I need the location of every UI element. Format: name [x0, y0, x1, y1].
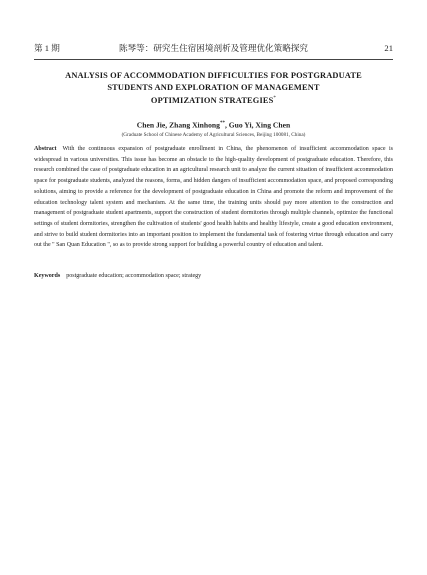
- abstract-block: [34, 144, 393, 251]
- keywords-label: Keywords: [34, 273, 61, 279]
- title-line-1: ANALYSIS OF ACCOMMODATION DIFFICULTIES FOR POSTGRADUATE: [65, 71, 362, 80]
- author-names-rest: , Guo Yi, Xing Chen: [224, 120, 291, 130]
- author-list: [34, 119, 393, 131]
- running-header: [34, 40, 393, 56]
- keywords-block: [34, 271, 393, 281]
- header-rule: [34, 59, 393, 60]
- abstract-label: Abstract: [34, 146, 57, 152]
- issue-number: 第 1 期: [34, 43, 60, 53]
- title-line-3-text: OPTIMIZATION STRATEGIES: [150, 95, 274, 105]
- keywords-text: postgraduate education; accommodation space; strategy: [66, 273, 202, 279]
- corresponding-author-mark: **: [219, 121, 225, 126]
- paper-title: [46, 70, 381, 106]
- running-title: 陈琴等：研究生住宿困境剖析及管理优化策略探究: [118, 43, 309, 53]
- title-footnote-mark: *: [273, 96, 277, 101]
- page-number: 21: [384, 43, 393, 53]
- title-line-2: STUDENTS AND EXPLORATION OF MANAGEMENT: [107, 82, 320, 92]
- abstract-text: With the continuous expansion of postgraduate enrollment in China, the phenomenon of insufficient accommodation space is widespread in various universities. This issue has become an obstacle to the high-quality development of postgraduate education. Therefore, this research combined the case of postgraduate education in an agricultural research unit to analyze the current situation of insufficient accommodation space for postgraduate students, analyzed the reasons, forms, and hidden dangers of insufficient accommodation space, and proposed corresponding solutions, aiming to provide a reference for the development of postgraduate education in China and promote the reform and improvement of the education technology talent system and mechanism. At the same time, the training units should pay more attention to the construction and management of postgraduate student apartments, support the construction of student dormitories through multiple channels, optimize the functional settings of student dormitories, strengthen the cultivation of students' good health habits and healthy lifestyle, create a good education environment, and strive to build student dormitories into an important position to implement the fundamental task of fostering virtue through education and carry out the " San Quan Education ", so as to provide strong support for building a powerful country of education and talent.: [34, 146, 393, 249]
- author-names: Chen Jie, Zhang Xinhong: [136, 120, 220, 130]
- affiliation: (Graduate School of Chinese Academy of Agricultural Sciences, Beijing 100081, China): [121, 132, 306, 138]
- title-line-3: [46, 93, 381, 106]
